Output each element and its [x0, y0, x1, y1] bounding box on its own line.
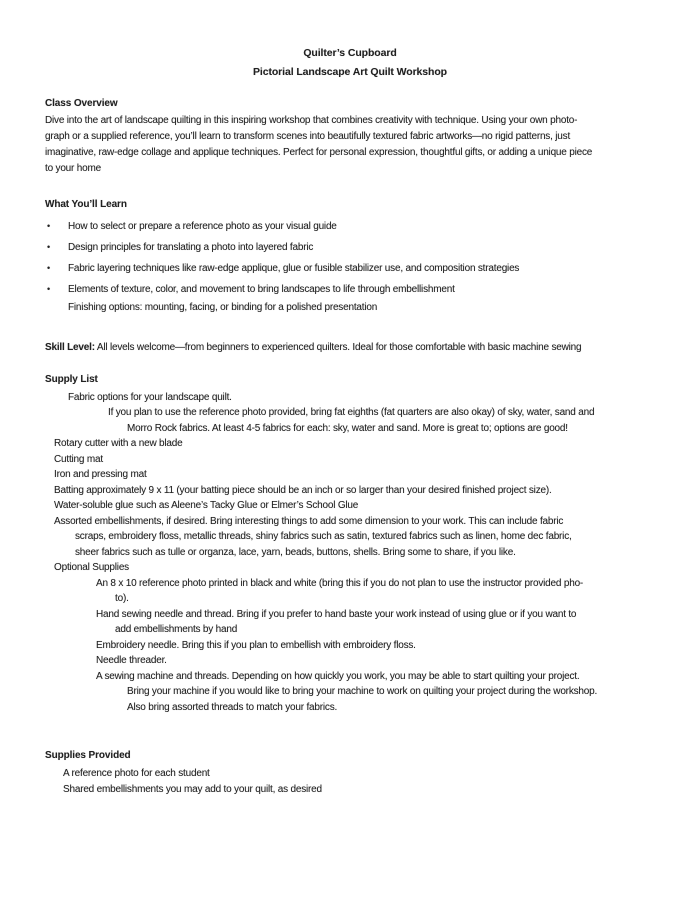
supply-line: Water-soluble glue such as Aleene’s Tacky Glue or Elmer’s School Glue	[54, 500, 359, 511]
bullet-text: How to select or prepare a reference photo as your visual guide	[68, 221, 337, 232]
supply-line: Hand sewing needle and thread. Bring if you prefer to hand baste your work instead of using glue or if you want to	[96, 608, 577, 620]
supply-line: Bring your machine if you would like to bring your machine to work on quilting your project during the workshop.	[127, 686, 598, 697]
supply-line: Fabric options for your landscape quilt.	[68, 391, 232, 403]
bullet-icon: •	[47, 263, 50, 273]
doc-title: Quilter’s Cupboard	[303, 47, 397, 59]
bullet-icon: •	[47, 242, 50, 252]
supply-list-heading: Supply List	[45, 373, 98, 385]
bullet-text: Elements of texture, color, and movement to bring landscapes to life through embellishment	[68, 284, 455, 295]
bullet-text: Fabric layering techniques like raw-edge applique, glue or fusible stabilizer use, and composition strategies	[68, 263, 520, 274]
supply-line: Rotary cutter with a new blade	[54, 438, 183, 449]
bullet-icon: •	[47, 284, 50, 294]
skill-level-label: Skill Level:	[45, 341, 95, 353]
supply-list	[0, 390, 700, 716]
bullet-text: Design principles for translating a photo into layered fabric	[68, 242, 314, 253]
supply-line: sheer fabrics such as tulle or organza, lace, yarn, beads, buttons, shells. Bring some to share, if you like.	[75, 546, 516, 558]
bullet-item	[0, 279, 700, 300]
supply-line: Cutting mat	[54, 453, 103, 465]
supply-line: add embellishments by hand	[115, 624, 238, 635]
supply-line: Batting approximately 9 x 11 (your batting piece should be an inch or so larger than your desired finished project size).	[54, 484, 552, 496]
doc-subtitle: Pictorial Landscape Art Quilt Workshop	[253, 66, 447, 78]
supply-line: Iron and pressing mat	[54, 469, 147, 480]
supply-line: Needle threader.	[96, 655, 167, 666]
supply-line: to).	[115, 593, 129, 604]
provided-line: Shared embellishments you may add to your quilt, as desired	[63, 783, 322, 795]
supply-line: Assorted embellishments, if desired. Bring interesting things to add some dimension to your work. This can include fabric	[54, 515, 564, 527]
supplies-provided-heading: Supplies Provided	[45, 750, 131, 761]
supply-line: A sewing machine and threads. Depending on how quickly you work, you may be able to start quilting your project.	[96, 670, 580, 682]
paragraph-line: to your home	[45, 163, 101, 174]
paragraph-line: graph or a supplied reference, you’ll learn to transform scenes into beautifully textured fabric artworks—no rigid patterns, just	[45, 131, 571, 142]
supply-line: An 8 x 10 reference photo printed in black and white (bring this if you do not plan to use the instructor provided pho-	[96, 577, 584, 589]
class-overview-paragraph	[0, 113, 700, 177]
document-header	[0, 44, 700, 82]
bullet-item	[0, 216, 700, 237]
learn-extra-line: Finishing options: mounting, facing, or binding for a polished presentation	[68, 302, 378, 313]
supplies-provided-list	[0, 766, 700, 797]
class-overview-heading: Class Overview	[45, 98, 118, 109]
supply-line: Morro Rock fabrics. At least 4-5 fabrics for each: sky, water and sand. More is great to; options are good!	[127, 422, 568, 434]
bullet-item	[0, 258, 700, 279]
provided-line: A reference photo for each student	[63, 768, 210, 779]
supply-line: Also bring assorted threads to match your fabrics.	[127, 701, 338, 713]
paragraph-line: imaginative, raw-edge collage and applique techniques. Perfect for personal expression, thoughtful gifts, or adding a unique piece	[45, 147, 593, 158]
supply-line: Optional Supplies	[54, 562, 129, 573]
skill-level-text: All levels welcome—from beginners to experienced quilters. Ideal for those comfortable with basic machine sewing	[94, 341, 582, 353]
bullet-item	[0, 237, 700, 258]
learn-bullet-list	[0, 216, 700, 300]
bullet-icon: •	[47, 221, 50, 231]
supply-line: If you plan to use the reference photo provided, bring fat eighths (fat quarters are also okay) of sky, water, sand and	[108, 407, 595, 418]
supply-line: Embroidery needle. Bring this if you plan to embellish with embroidery floss.	[96, 639, 416, 651]
supply-line: scraps, embroidery floss, metallic threads, shiny fabrics such as satin, textured fabrics such as linen, home dec fabric,	[75, 531, 572, 542]
what-youll-learn-heading: What You’ll Learn	[45, 199, 127, 210]
skill-level-line	[0, 341, 700, 355]
paragraph-line: Dive into the art of landscape quilting in this inspiring workshop that combines creativity with technique. Using your own photo-	[45, 115, 578, 126]
